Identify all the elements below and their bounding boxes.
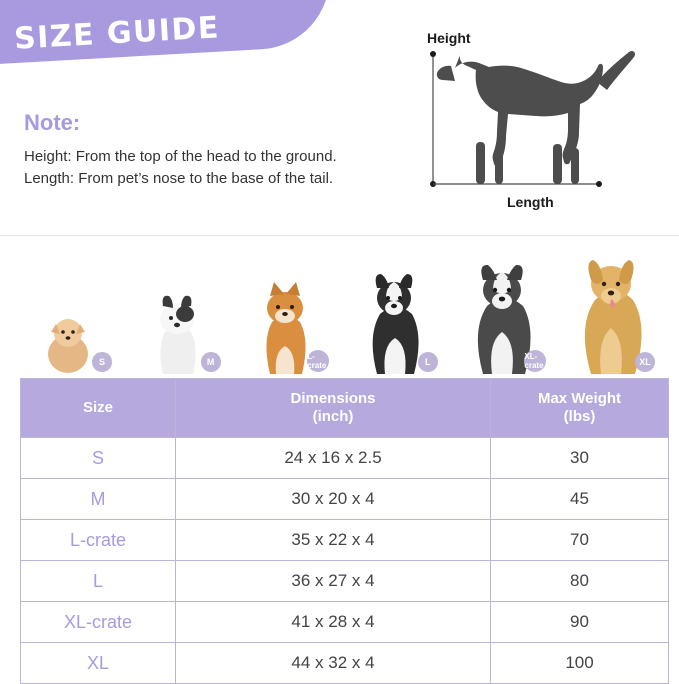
size-table-wrapper — [20, 378, 659, 684]
note-title: Note: — [24, 110, 81, 135]
note-line-length: Length: From pet’s nose to the base of the tail. — [24, 170, 334, 187]
cell-dimensions: 44 x 32 x 4 — [176, 643, 491, 684]
size-table-head — [21, 379, 669, 438]
note-body — [24, 146, 337, 190]
header-max-weight — [491, 379, 669, 438]
header-dimensions-line2: (inch) — [312, 408, 354, 425]
header-size: Size — [21, 379, 176, 438]
dog-australian-shepherd — [452, 246, 552, 376]
header-weight-line2: (lbs) — [563, 408, 596, 425]
page-title: SIZE GUIDE — [13, 10, 221, 57]
pomeranian-icon — [39, 310, 97, 376]
cell-size: L-crate — [21, 520, 176, 561]
dog-french-bulldog — [127, 246, 227, 376]
cell-dimensions: 24 x 16 x 2.5 — [176, 438, 491, 479]
note-line-height: Height: From the top of the head to the ground. — [24, 148, 337, 165]
cell-weight: 100 — [491, 643, 669, 684]
header-dimensions-line1: Dimensions — [290, 390, 376, 407]
table-row — [21, 602, 669, 643]
cell-weight: 30 — [491, 438, 669, 479]
cell-weight: 45 — [491, 479, 669, 520]
dog-badge-xl: XL — [635, 352, 655, 372]
cell-dimensions: 35 x 22 x 4 — [176, 520, 491, 561]
cell-weight: 80 — [491, 561, 669, 602]
size-table-body — [21, 438, 669, 684]
cell-dimensions: 36 x 27 x 4 — [176, 561, 491, 602]
dog-badge-m: M — [201, 352, 221, 372]
dog-silhouette-icon — [421, 22, 651, 217]
cell-size: S — [21, 438, 176, 479]
dog-badge-xl-crate: XL-crate — [524, 350, 546, 372]
cell-size: XL-crate — [21, 602, 176, 643]
diagram-length-label: Length — [507, 194, 554, 210]
diagram-height-label: Height — [427, 30, 471, 46]
cell-dimensions: 41 x 28 x 4 — [176, 602, 491, 643]
dog-pomeranian — [18, 246, 118, 376]
cell-dimensions: 30 x 20 x 4 — [176, 479, 491, 520]
measurement-diagram — [421, 22, 651, 217]
table-row — [21, 561, 669, 602]
cell-weight: 70 — [491, 520, 669, 561]
table-row — [21, 520, 669, 561]
french-bulldog-icon — [145, 294, 209, 376]
header-weight-line1: Max Weight — [537, 390, 622, 407]
table-header-row — [21, 379, 669, 438]
header-dimensions — [176, 379, 491, 438]
header-section — [0, 0, 679, 236]
dog-badge-s: S — [92, 352, 112, 372]
dog-size-illustrations — [0, 236, 679, 376]
size-table — [20, 378, 669, 684]
cell-weight: 90 — [491, 602, 669, 643]
cell-size: M — [21, 479, 176, 520]
dog-golden-retriever — [561, 246, 661, 376]
cell-size: XL — [21, 643, 176, 684]
table-row — [21, 438, 669, 479]
dog-border-collie — [344, 246, 444, 376]
table-row — [21, 479, 669, 520]
cell-size: L — [21, 561, 176, 602]
table-row — [21, 643, 669, 684]
dog-badge-l: L — [418, 352, 438, 372]
dog-shiba-inu — [235, 246, 335, 376]
dog-badge-l-crate: L-crate — [307, 350, 329, 372]
